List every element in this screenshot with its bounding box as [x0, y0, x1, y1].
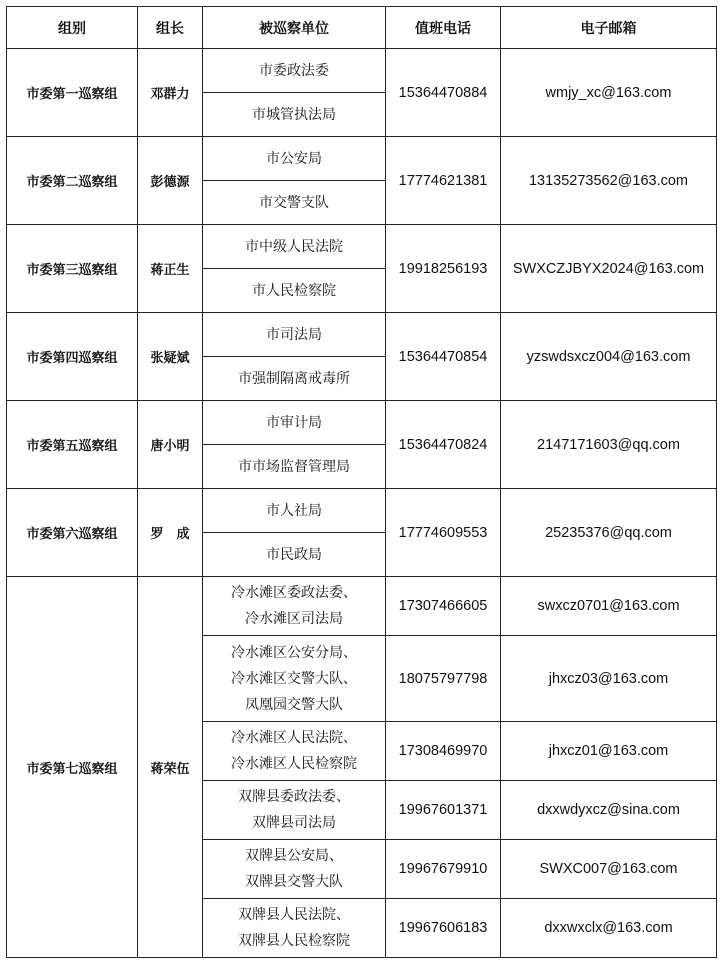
- inspected-unit: 市强制隔离戒毒所: [203, 357, 386, 401]
- unit-line: 双牌县司法局: [252, 815, 336, 831]
- header-email: 电子邮箱: [501, 7, 717, 49]
- group-name: 市委第三巡察组: [7, 225, 138, 313]
- unit-line: 冷水滩区交警大队、: [231, 670, 357, 687]
- duty-phone: 19967606183: [386, 899, 501, 958]
- duty-phone: 15364470824: [386, 401, 501, 489]
- group-leader: 蒋荣伍: [138, 577, 203, 958]
- inspected-unit: [203, 840, 386, 899]
- unit-line: 冷水滩区人民法院、: [231, 730, 357, 746]
- inspected-unit: [203, 899, 386, 958]
- group-name: 市委第四巡察组: [7, 313, 138, 401]
- inspected-unit: 市公安局: [203, 137, 386, 181]
- duty-phone: 17774621381: [386, 137, 501, 225]
- inspected-unit: [203, 781, 386, 840]
- unit-line: 冷水滩区司法局: [245, 611, 343, 627]
- group-name: 市委第六巡察组: [7, 489, 138, 577]
- duty-phone: 18075797798: [386, 636, 501, 722]
- email-address: 25235376@qq.com: [501, 489, 717, 577]
- inspected-unit: 市人民检察院: [203, 269, 386, 313]
- duty-phone: 19967679910: [386, 840, 501, 899]
- inspected-unit: 市中级人民法院: [203, 225, 386, 269]
- group-leader: 蒋正生: [138, 225, 203, 313]
- header-unit: 被巡察单位: [203, 7, 386, 49]
- duty-phone: 19967601371: [386, 781, 501, 840]
- table-row: [7, 225, 717, 269]
- group-leader: 张疑斌: [138, 313, 203, 401]
- unit-line: 双牌县交警大队: [245, 874, 343, 890]
- table-row: [7, 313, 717, 357]
- inspected-unit: 市司法局: [203, 313, 386, 357]
- unit-line: 双牌县人民法院、: [238, 907, 350, 923]
- email-address: SWXC007@163.com: [501, 840, 717, 899]
- email-address: dxxwxclx@163.com: [501, 899, 717, 958]
- header-leader: 组长: [138, 7, 203, 49]
- group-name: 市委第一巡察组: [7, 49, 138, 137]
- group-leader: 邓群力: [138, 49, 203, 137]
- unit-line: 双牌县公安局、: [245, 848, 343, 864]
- table-row: [7, 401, 717, 445]
- email-address: swxcz0701@163.com: [501, 577, 717, 636]
- email-address: SWXCZJBYX2024@163.com: [501, 225, 717, 313]
- email-address: 2147171603@qq.com: [501, 401, 717, 489]
- inspected-unit: 市交警支队: [203, 181, 386, 225]
- email-address: dxxwdyxcz@sina.com: [501, 781, 717, 840]
- unit-line: 冷水滩区公安分局、: [231, 644, 357, 661]
- email-address: wmjy_xc@163.com: [501, 49, 717, 137]
- duty-phone: 17774609553: [386, 489, 501, 577]
- email-address: jhxcz01@163.com: [501, 722, 717, 781]
- inspected-unit: 市人社局: [203, 489, 386, 533]
- email-address: yzswdsxcz004@163.com: [501, 313, 717, 401]
- inspection-roster-table: [6, 6, 717, 958]
- table-row: [7, 49, 717, 93]
- inspected-unit: 市市场监督管理局: [203, 445, 386, 489]
- inspected-unit: 市委政法委: [203, 49, 386, 93]
- duty-phone: 19918256193: [386, 225, 501, 313]
- inspected-unit: [203, 577, 386, 636]
- duty-phone: 17308469970: [386, 722, 501, 781]
- unit-line: 双牌县委政法委、: [238, 789, 350, 805]
- table-row: [7, 137, 717, 181]
- table-row: [7, 577, 717, 636]
- group-leader: 唐小明: [138, 401, 203, 489]
- unit-line: 冷水滩区人民检察院: [231, 756, 357, 772]
- inspected-unit: 市审计局: [203, 401, 386, 445]
- inspected-unit: [203, 722, 386, 781]
- header-group: 组别: [7, 7, 138, 49]
- unit-line: 双牌县人民检察院: [238, 933, 350, 949]
- duty-phone: 15364470854: [386, 313, 501, 401]
- header-row: [7, 7, 717, 49]
- group-leader: 罗 成: [138, 489, 203, 577]
- group-name: 市委第二巡察组: [7, 137, 138, 225]
- duty-phone: 15364470884: [386, 49, 501, 137]
- unit-line: 凤凰园交警大队: [245, 696, 343, 713]
- email-address: 13135273562@163.com: [501, 137, 717, 225]
- inspected-unit: 市民政局: [203, 533, 386, 577]
- duty-phone: 17307466605: [386, 577, 501, 636]
- table-row: [7, 489, 717, 533]
- email-address: jhxcz03@163.com: [501, 636, 717, 722]
- header-phone: 值班电话: [386, 7, 501, 49]
- group-leader: 彭德源: [138, 137, 203, 225]
- inspected-unit: [203, 636, 386, 722]
- group-name: 市委第五巡察组: [7, 401, 138, 489]
- unit-line: 冷水滩区委政法委、: [231, 585, 357, 601]
- group-name: 市委第七巡察组: [7, 577, 138, 958]
- inspected-unit: 市城管执法局: [203, 93, 386, 137]
